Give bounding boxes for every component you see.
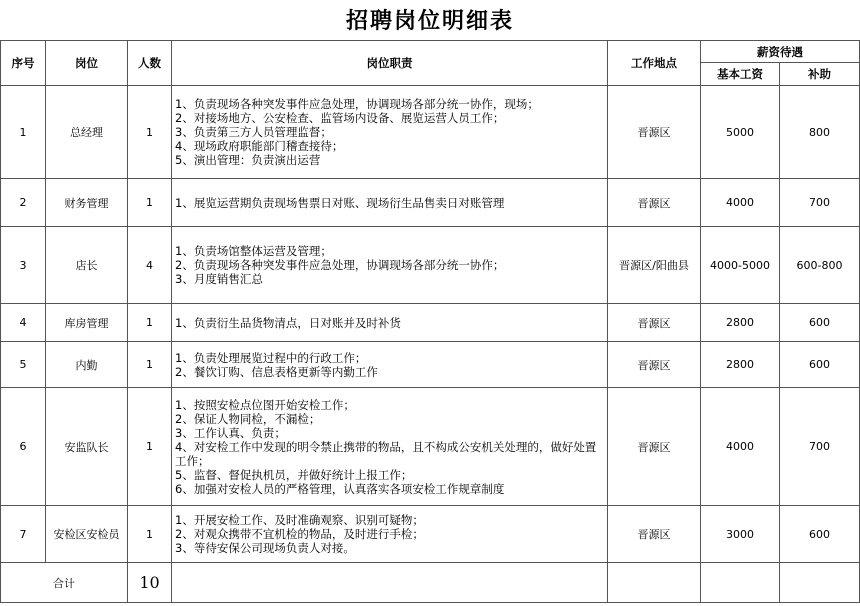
- row-position: 财务管理: [46, 179, 128, 227]
- header-count: 人数: [128, 41, 172, 86]
- duty-line: 1、开展安检工作、及时准确观察、识别可疑物；: [175, 513, 424, 527]
- row-base-salary: 3000: [701, 506, 780, 563]
- row-location: 晋源区: [608, 506, 701, 563]
- header-allowance: 补助: [780, 63, 860, 86]
- row-location: 晋源区: [608, 388, 701, 506]
- total-label: 合计: [1, 563, 128, 603]
- row-base-salary: 5000: [701, 86, 780, 179]
- duty-line: 1、负责场馆整体运营及管理；: [175, 244, 332, 258]
- row-position: 安检区安检员: [46, 506, 128, 563]
- total-location-empty: [608, 563, 701, 603]
- duty-line: 1、展览运营期负责现场售票日对账、现场衍生品售卖日对账管理: [175, 195, 505, 210]
- duty-line: 1、按照安检点位图开始安检工作；: [175, 397, 355, 412]
- row-allowance: 600: [780, 304, 860, 342]
- duty-line: 4、现场政府职能部门稽查接待；: [175, 139, 344, 153]
- row-base-salary: 4000: [701, 179, 780, 227]
- header-duties: 岗位职责: [172, 41, 608, 86]
- duty-line: 2、对观众携带不宜机检的物品，及时进行手检；: [175, 527, 424, 541]
- duty-line: 2、对接场地方、公安检查、监管场内设备、展览运营人员工作；: [175, 111, 505, 125]
- duty-line: 5、监督、督促执机员，并做好统计上报工作；: [175, 467, 413, 482]
- duty-line: 1、负责衍生品货物清点，日对账并及时补货: [175, 315, 401, 330]
- table-row: [1, 304, 860, 342]
- header-location: 工作地点: [608, 41, 701, 86]
- duty-line: 3、月度销售汇总: [175, 272, 263, 286]
- total-base-empty: [701, 563, 780, 603]
- row-duties: [172, 227, 608, 304]
- duty-line: 3、等待安保公司现场负责人对接。: [175, 541, 355, 555]
- row-duties: [172, 388, 608, 506]
- total-duties-empty: [172, 563, 608, 603]
- header-position: 岗位: [46, 41, 128, 86]
- table-body: [1, 86, 860, 603]
- row-allowance: 700: [780, 179, 860, 227]
- row-count: 1: [128, 86, 172, 179]
- row-index: 3: [1, 227, 46, 304]
- row-index: 2: [1, 179, 46, 227]
- table-row: [1, 179, 860, 227]
- table-row: [1, 388, 860, 506]
- row-duties: [172, 304, 608, 342]
- header-salary-group: 薪资待遇: [701, 41, 860, 63]
- row-index: 7: [1, 506, 46, 563]
- row-index: 5: [1, 342, 46, 388]
- total-count: 10: [128, 563, 172, 603]
- row-location: 晋源区/阳曲县: [608, 227, 701, 304]
- header-base-salary: 基本工资: [701, 63, 780, 86]
- row-duties: [172, 506, 608, 563]
- row-base-salary: 2800: [701, 304, 780, 342]
- duty-line: 3、负责第三方人员管理监督；: [175, 125, 332, 139]
- recruitment-table: [0, 40, 860, 603]
- duty-line: 1、负责现场各种突发事件应急处理，协调现场各部分统一协作，现场；: [175, 97, 539, 111]
- row-allowance: 600: [780, 506, 860, 563]
- table-row: [1, 227, 860, 304]
- duty-line: 2、保证人物同检，不漏检；: [175, 411, 321, 426]
- table-row: [1, 506, 860, 563]
- row-allowance: 800: [780, 86, 860, 179]
- row-allowance: 600: [780, 342, 860, 388]
- duty-line: 2、餐饮订购、信息表格更新等内勤工作: [175, 364, 378, 379]
- row-count: 4: [128, 227, 172, 304]
- duty-line: 4、对安检工作中发现的明令禁止携带的物品，且不构成公安机关处理的，做好处置工作；: [175, 439, 597, 468]
- row-base-salary: 2800: [701, 342, 780, 388]
- header-index: 序号: [1, 41, 46, 86]
- duty-line: 3、工作认真、负责；: [175, 425, 286, 440]
- row-position: 内勤: [46, 342, 128, 388]
- row-duties: [172, 342, 608, 388]
- table-row: [1, 86, 860, 179]
- table-row: [1, 342, 860, 388]
- row-base-salary: 4000: [701, 388, 780, 506]
- row-index: 1: [1, 86, 46, 179]
- duty-line: 5、演出管理：负责演出运营: [175, 153, 321, 167]
- row-position: 安监队长: [46, 388, 128, 506]
- duty-line: 2、负责现场各种突发事件应急处理，协调现场各部分统一协作；: [175, 258, 505, 272]
- row-count: 1: [128, 179, 172, 227]
- row-duties: [172, 86, 608, 179]
- row-count: 1: [128, 388, 172, 506]
- row-location: 晋源区: [608, 304, 701, 342]
- row-base-salary: 4000-5000: [701, 227, 780, 304]
- total-allowance-empty: [780, 563, 860, 603]
- row-count: 1: [128, 304, 172, 342]
- row-count: 1: [128, 506, 172, 563]
- row-allowance: 700: [780, 388, 860, 506]
- row-index: 6: [1, 388, 46, 506]
- row-position: 总经理: [46, 86, 128, 179]
- total-row: [1, 563, 860, 603]
- row-duties: [172, 179, 608, 227]
- row-count: 1: [128, 342, 172, 388]
- row-index: 4: [1, 304, 46, 342]
- row-location: 晋源区: [608, 179, 701, 227]
- row-location: 晋源区: [608, 86, 701, 179]
- row-allowance: 600-800: [780, 227, 860, 304]
- row-position: 店长: [46, 227, 128, 304]
- row-location: 晋源区: [608, 342, 701, 388]
- duty-line: 1、负责处理展览过程中的行政工作；: [175, 350, 367, 365]
- duty-line: 6、加强对安检人员的严格管理，认真落实各项安检工作规章制度: [175, 481, 505, 496]
- row-position: 库房管理: [46, 304, 128, 342]
- page-title: 招聘岗位明细表: [345, 8, 514, 34]
